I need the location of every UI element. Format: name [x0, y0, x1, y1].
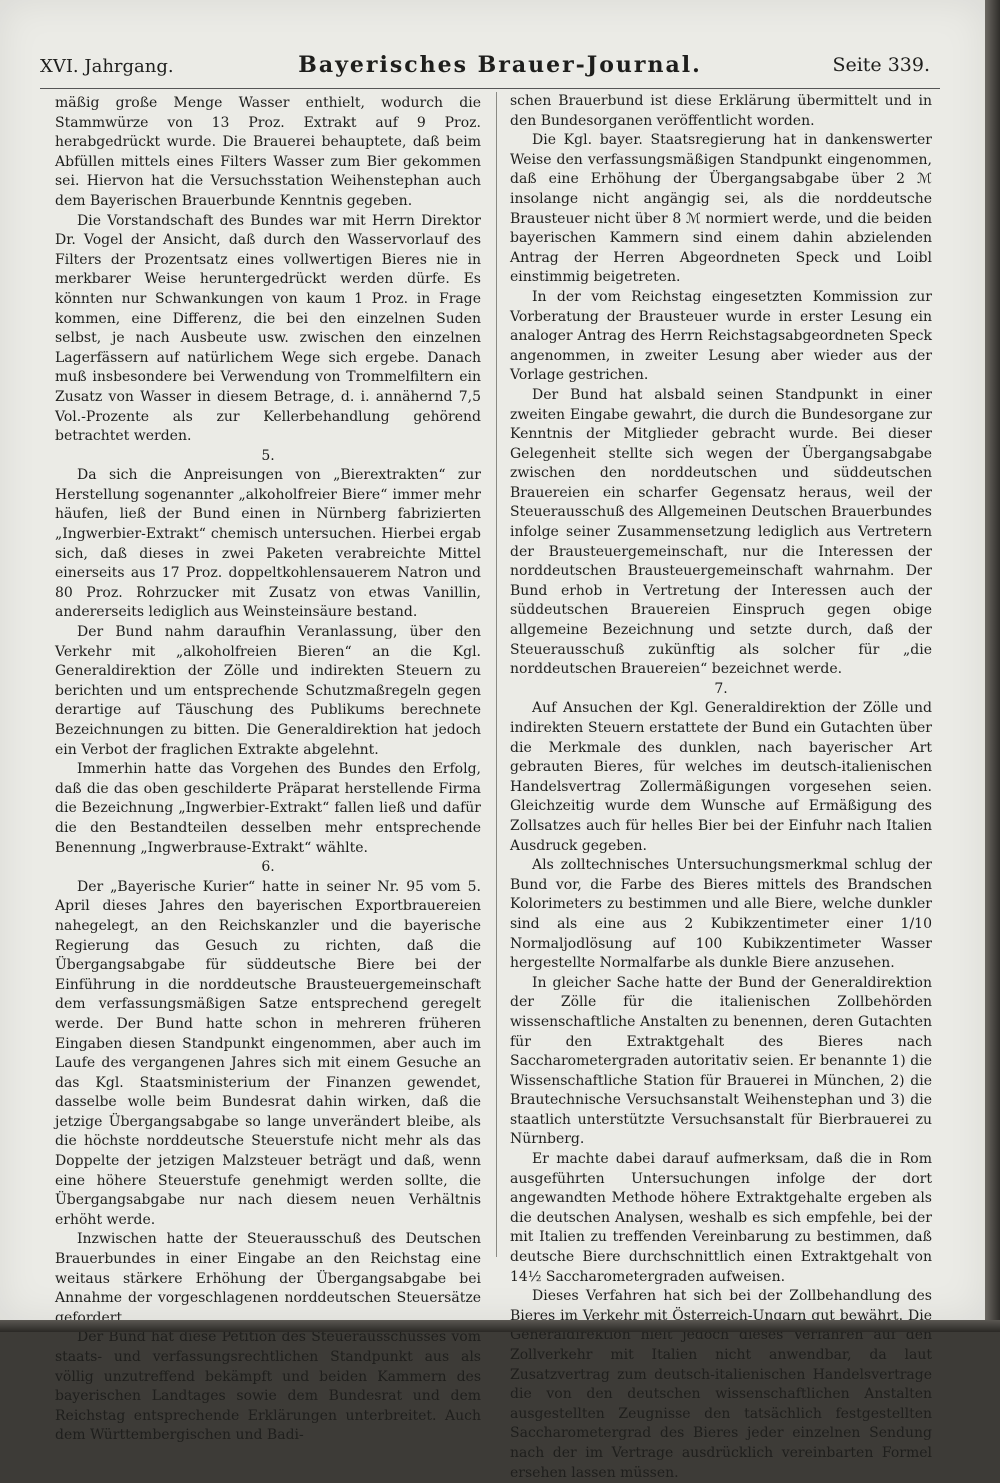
left-column — [55, 94, 481, 1446]
paragraph: In gleicher Sache hatte der Bund der Generaldirektion der Zölle für die italienischen Zollbehörden wissenschaftliche Anstalten zu benennen, deren Gutachten für den Extraktgehalt des Bieres nach Saccharometergraden autoritativ seien. Er benannte 1) die Wissenschaftliche Station für Brauerei in München, 2) die Brautechnische Versuchsanstalt Weihenstephan und 3) die staatlich unterstützte Versuchsanstalt für Bierbrauerei zu Nürnberg. — [510, 974, 932, 1150]
page-header — [40, 50, 940, 84]
header-rule — [40, 88, 940, 89]
journal-title: Bayerisches Brauer-Journal. — [290, 52, 710, 78]
paragraph: schen Brauerbund ist diese Erklärung übermittelt und in den Bundesorganen veröffentlicht worden. — [510, 92, 932, 131]
paragraph: In der vom Reichstag eingesetzten Kommission zur Vorberatung der Brausteuer wurde in erster Lesung ein analoger Antrag des Herrn Reichstagsabgeordneten Speck angenommen, in zweiter Lesung aber wieder aus der Vorlage gestrichen. — [510, 288, 932, 386]
paragraph: Die Vorstandschaft des Bundes war mit Herrn Direktor Dr. Vogel der Ansicht, daß durch den Wasservorlauf des Filters der Prozentsatz eines vollwertigen Bieres nie in merkbarer Weise heruntergedrückt werden dürfe. Es könnten nur Schwankungen von kaum 1 Proz. in Frage kommen, eine Differenz, die bei den einzelnen Suden selbst, je nach Ausbeute usw. zwischen den einzelnen Lagerfässern auf natürlichem Wege sich ergebe. Danach muß insbesondere bei Verwendung von Trommelfiltern ein Zusatz von Wasser in diesem Betrage, d. i. annähernd 7,5 Vol.-Prozente als zur Kellerbehandlung gehörend betrachtet werden. — [55, 212, 481, 447]
section-number: 7. — [510, 680, 932, 700]
paragraph: Der Bund hat alsbald seinen Standpunkt in einer zweiten Eingabe gewahrt, die durch die Bundesorgane zur Kenntnis der Mitglieder gebracht wurde. Bei dieser Gelegenheit stellte sich wegen der Übergangsabgabe zwischen den norddeutschen und süddeutschen Brauereien ein scharfer Gegensatz heraus, weil der Steuerausschuß des Allgemeinen Deutschen Brauerbundes infolge seiner Zusammensetzung lediglich aus Vertretern der Brausteuergemeinschaft, nur die Interessen der norddeutschen Brausteuergemeinschaft wahrnahm. Der Bund erhob in Vertretung der Interessen auch der süddeutschen Brauereien Einspruch gegen obige allgemeine Bezeichnung und setzte durch, daß der Steuerausschuß zukünftig als solcher für „die norddeutschen Brauereien“ bezeichnet werde. — [510, 386, 932, 680]
paragraph: Der „Bayerische Kurier“ hatte in seiner Nr. 95 vom 5. April dieses Jahres den bayerischen Exportbrauereien nahegelegt, an den Reichskanzler und die bayerische Regierung das Gesuch zu richten, daß die Übergangsabgabe für süddeutsche Biere bei der Einführung in die norddeutsche Brausteuergemeinschaft dem verfassungsmäßigen Satze entsprechend geregelt werde. Der Bund hatte schon in mehreren früheren Eingaben diesen Standpunkt eingenommen, aber auch im Laufe des vergangenen Jahres sich mit einem Gesuche an das Kgl. Staatsministerium der Finanzen gewendet, dasselbe wolle beim Bundesrat dahin wirken, daß die jetzige Übergangsabgabe so lange unverändert bleibe, als die höchste norddeutsche Steuerstufe nicht mehr als das Doppelte der jetzigen Malzsteuer beträgt und daß, wenn eine höhere Steuerstufe genehmigt werden sollte, die Übergangsabgabe nur nach diesem neuen Verhältnis erhöht werde. — [55, 878, 481, 1231]
section-number: 6. — [55, 858, 481, 878]
paragraph: Da sich die Anpreisungen von „Bierextrakten“ zur Herstellung sogenannter „alkoholfreier Biere“ immer mehr häufen, ließ der Bund einen in Nürnberg fabrizierten „Ingwerbier-Extrakt“ chemisch untersuchen. Hierbei ergab sich, daß dieses in zwei Paketen verabreichte Mittel einerseits aus 17 Proz. doppeltkohlensauerem Natron und 80 Proz. Rohrzucker mit Zusatz von etwas Vanillin, andererseits lediglich aus Weinsteinsäure bestand. — [55, 466, 481, 623]
page-number: Seite 339. — [832, 54, 930, 76]
page-edge-shadow — [985, 0, 1000, 1332]
paragraph: Als zolltechnisches Untersuchungsmerkmal schlug der Bund vor, die Farbe des Bieres mittels des Brandschen Kolorimeters zu bestimmen und alle Biere, welche dunkler sind als eine aus 2 Kubikzentimeter einer 1/10 Normaljodlösung auf 100 Kubikzentimeter Wasser hergestellte Normalfarbe als dunkle Biere anzusehen. — [510, 856, 932, 974]
paragraph: Der Bund nahm daraufhin Veranlassung, über den Verkehr mit „alkoholfreien Bieren“ an die Kgl. Generaldirektion der Zölle und indirekten Steuern zu berichten und um entsprechende Schutzmaßregeln gegen derartige auf Täuschung des Publikums berechnete Bezeichnungen zu bitten. Die Generaldirektion hat jedoch ein Verbot der fraglichen Extrakte abgelehnt. — [55, 623, 481, 760]
paragraph: Der Bund hat diese Petition des Steuerausschusses vom staats- und verfassungsrechtlichen Standpunkt aus als völlig unzutreffend bekämpft und beiden Kammern des bayerischen Landtages sowie dem Bundesrat und dem Reichstag entsprechende Erklärungen unterbreitet. Auch dem Württembergischen und Badi- — [55, 1328, 481, 1446]
right-column — [510, 92, 932, 1483]
paragraph: Auf Ansuchen der Kgl. Generaldirektion der Zölle und indirekten Steuern erstattete der Bund ein Gutachten über die Merkmale des dunklen, nach bayerischer Art gebrauten Bieres, für welches im deutsch-italienischen Handelsvertrag Zollermäßigungen vorgesehen seien. Gleichzeitig wurde dem Wunsche auf Ermäßigung des Zollsatzes auch für helles Bier bei der Einfuhr nach Italien Ausdruck gegeben. — [510, 699, 932, 856]
paragraph: Immerhin hatte das Vorgehen des Bundes den Erfolg, daß die das oben geschilderte Präparat herstellende Firma die Bezeichnung „Ingwerbier-Extrakt“ fallen ließ und dafür die den Bestandteilen desselben mehr entsprechende Benennung „Ingwerbrause-Extrakt“ wählte. — [55, 760, 481, 858]
page-bottom-shadow — [0, 1320, 1000, 1332]
volume-label: XVI. Jahrgang. — [40, 56, 174, 77]
paragraph: Inzwischen hatte der Steuerausschuß des Deutschen Brauerbundes in einer Eingabe an den Reichstag eine weitaus stärkere Erhöhung der Übergangsabgabe bei Annahme der vorgeschlagenen norddeutschen Steuersätze gefordert. — [55, 1230, 481, 1328]
paragraph: Die Kgl. bayer. Staatsregierung hat in dankenswerter Weise den verfassungsmäßigen Standpunkt eingenommen, daß eine Erhöhung der Übergangsabgabe über 2 ℳ insolange nicht angängig sei, als die norddeutsche Brausteuer nicht über 8 ℳ normiert werde, und die beiden bayerischen Kammern sind einem dahin abzielenden Antrag der Herren Abgeordneten Speck und Loibl einstimmig beigetreten. — [510, 131, 932, 288]
paragraph: Er machte dabei darauf aufmerksam, daß die in Rom ausgeführten Untersuchungen infolge der dort angewandten Methode höhere Extraktgehalte ergeben als die deutschen Analysen, weshalb es sich empfehle, bei der mit Italien zu treffenden Vereinbarung zu bestimmen, daß deutsche Biere durchschnittlich einen Extraktgehalt von 14½ Saccharometergraden aufweisen. — [510, 1150, 932, 1287]
section-number: 5. — [55, 447, 481, 467]
paragraph: Dieses Verfahren hat sich bei der Zollbehandlung des Bieres im Verkehr mit Österreich-Ungarn gut bewährt. Die Generaldirektion hielt jedoch dieses Verfahren auf den Zollverkehr mit Italien nicht anwendbar, da laut Zusatzvertrag zum deutsch-italienischen Handelsvertrage die von den deutschen wissenschaftlichen Anstalten ausgestellten Zeugnisse den tatsächlich festgestellten Saccharometergrad des Bieres jeder einzelnen Sendung nach der im Vertrage ausdrücklich vereinbarten Formel — [510, 1287, 932, 1483]
column-divider — [496, 92, 497, 1257]
paragraph: mäßig große Menge Wasser enthielt, wodurch die Stammwürze von 13 Proz. Extrakt auf 9 Proz. herabgedrückt wurde. Die Brauerei behauptete, daß beim Abfüllen mittels eines Filters Wasser zum Bier gekommen sei. Hiervon hat die Versuchsstation Weihenstephan auch dem Bayerischen Brauerbunde Kenntnis gegeben. — [55, 94, 481, 212]
